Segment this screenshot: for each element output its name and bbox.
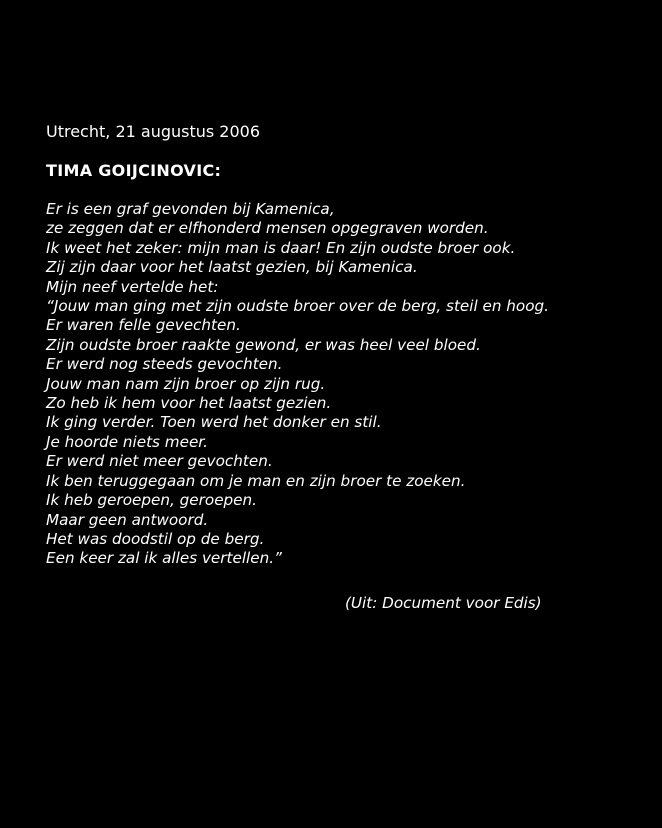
text-line: Zijn oudste broer raakte gewond, er was heel veel bloed. xyxy=(46,335,481,354)
source-citation: (Uit: Document voor Edis) xyxy=(345,594,542,612)
text-line: Er is een graf gevonden bij Kamenica, xyxy=(46,200,335,218)
text-line: Je hoorde niets meer. xyxy=(46,432,208,451)
text-line: Ik ging verder. Toen werd het donker en stil. xyxy=(46,413,382,432)
text-line: Ik ben teruggegaan om je man en zijn broer te zoeken. xyxy=(46,471,466,490)
text-line: ze zeggen dat er elfhonderd mensen opgegraven worden. xyxy=(46,219,489,238)
speaker-name: TIMA GOIJCINOVIC: xyxy=(46,161,222,180)
text-line: Maar geen antwoord. xyxy=(46,510,209,529)
text-line: “Jouw man ging met zijn oudste broer over de berg, steil en hoog. xyxy=(46,297,549,316)
text-line: Er werd niet meer gevochten. xyxy=(46,452,273,471)
text-line: Ik heb geroepen, geroepen. xyxy=(46,491,257,510)
text-line: Er waren felle gevechten. xyxy=(46,316,241,335)
dateline: Utrecht, 21 augustus 2006 xyxy=(46,122,261,141)
text-line: Een keer zal ik alles vertellen.” xyxy=(46,549,282,568)
text-line: Ik weet het zeker: mijn man is daar! En zijn oudste broer ook. xyxy=(46,238,516,257)
text-line: Zij zijn daar voor het laatst gezien, bij Kamenica. xyxy=(46,258,418,277)
text-line: Er werd nog steeds gevochten. xyxy=(46,355,283,374)
text-line: Het was doodstil op de berg. xyxy=(46,529,265,548)
document-page xyxy=(46,122,646,569)
testimony-text xyxy=(46,200,646,569)
text-line: Zo heb ik hem voor het laatst gezien. xyxy=(46,394,332,413)
text-line: Jouw man nam zijn broer op zijn rug. xyxy=(46,374,326,393)
text-line: Mijn neef vertelde het: xyxy=(46,277,219,296)
